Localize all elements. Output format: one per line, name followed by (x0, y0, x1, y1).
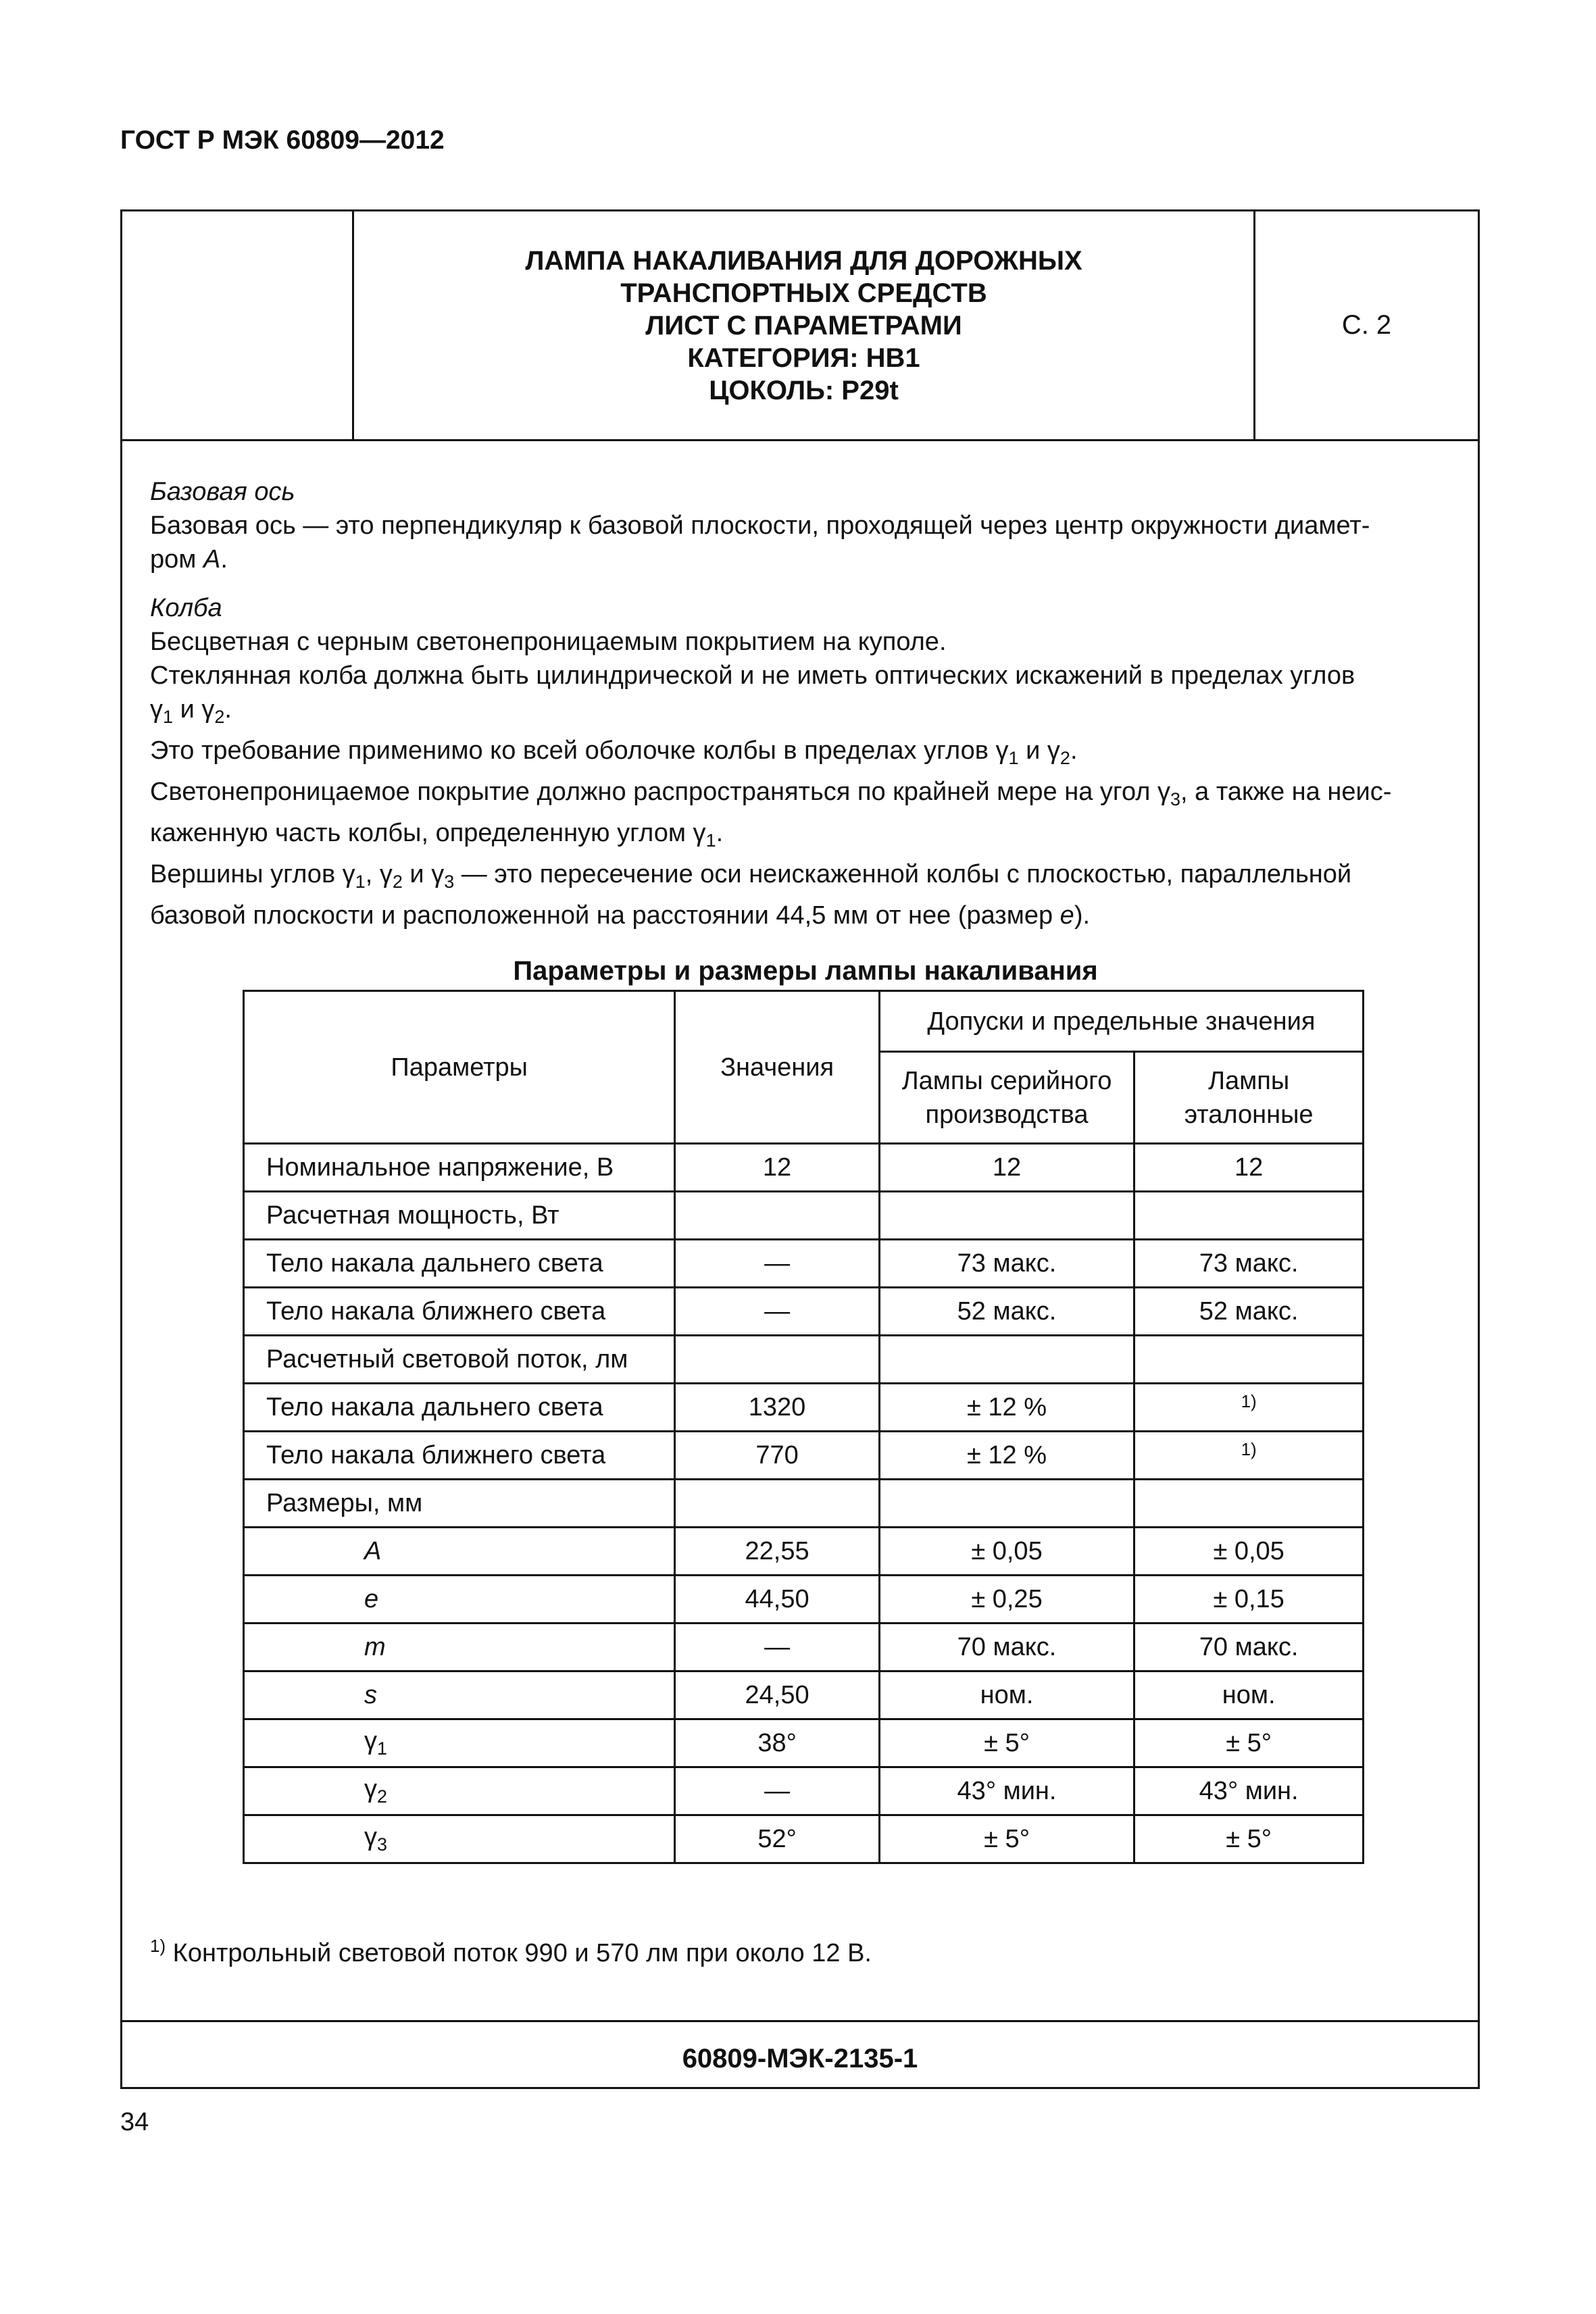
table-row (244, 1528, 1364, 1576)
cell-reference: ± 0,05 (1134, 1528, 1364, 1576)
body-text (150, 475, 1461, 1005)
axis-text-line: Базовая ось — это перпендикуляр к базовой плоскости, проходящей через центр окружности диамет- (150, 511, 1370, 540)
document-code: ГОСТ Р МЭК 60809—2012 (120, 126, 445, 155)
table-row (244, 1432, 1364, 1480)
cell-parameter: Тело накала дальнего света (244, 1384, 675, 1432)
table-row (244, 1767, 1364, 1815)
axis-text-line: ром A. (150, 545, 228, 574)
bulb-text-line: базовой плоскости и расположенной на расстоянии 44,5 мм от нее (размер e). (150, 901, 1091, 930)
cell-value: 38° (675, 1719, 879, 1767)
table-row (244, 1719, 1364, 1767)
header-left-cell (122, 211, 354, 439)
cell-value: 44,50 (675, 1576, 879, 1624)
table-row (244, 1192, 1364, 1240)
table-row (244, 1336, 1364, 1384)
bulb-text-line: Бесцветная с черным светонепроницаемым покрытием на куполе. (150, 628, 947, 656)
cell-serial (879, 1480, 1134, 1528)
cell-serial (879, 1192, 1134, 1240)
header-title-line: КАТЕГОРИЯ: HB1 (687, 343, 920, 373)
bulb-text-line: Это требование применимо ко всей оболочке колбы в пределах углов $\gamma_1$ и $\gamma_2$. (150, 736, 1078, 768)
table-row (244, 1288, 1364, 1336)
header-tolerances: Допуски и предельные значения (879, 991, 1363, 1052)
cell-serial: ± 0,25 (879, 1576, 1134, 1624)
bulb-text-line: Светонепроницаемое покрытие должно распространяться по крайней мере на угол $\gamma_3$, а также на неис- (150, 778, 1392, 809)
header-serial: Лампы серийного производства (879, 1052, 1134, 1144)
cell-parameter: m (244, 1624, 675, 1671)
header-title-line: ЛИСТ С ПАРАМЕТРАМИ (645, 310, 962, 341)
bulb-text-line: $\gamma_1$ и $\gamma_2$. (150, 695, 232, 727)
cell-value: — (675, 1767, 879, 1815)
header-title-line: ЛАМПА НАКАЛИВАНИЯ ДЛЯ ДОРОЖНЫХ (525, 245, 1082, 276)
cell-reference (1134, 1480, 1364, 1528)
cell-serial: 43° мин. (879, 1767, 1134, 1815)
cell-parameter: $\gamma_3$ (244, 1815, 675, 1863)
cell-parameter: Номинальное напряжение, В (244, 1144, 675, 1192)
cell-value: — (675, 1240, 879, 1288)
header-title-line: ТРАНСПОРТНЫХ СРЕДСТВ (620, 278, 987, 308)
cell-parameter: Тело накала дальнего света (244, 1240, 675, 1288)
cell-value: 12 (675, 1144, 879, 1192)
header-values: Значения (675, 991, 879, 1144)
cell-value (675, 1192, 879, 1240)
cell-parameter: $\gamma_1$ (244, 1719, 675, 1767)
cell-reference: 43° мин. (1134, 1767, 1364, 1815)
table-row (244, 1240, 1364, 1288)
parameters-table (243, 990, 1364, 1864)
cell-reference: ± 5° (1134, 1719, 1364, 1767)
footer-code: 60809-МЭК-2135-1 (682, 2044, 918, 2073)
header-title (354, 211, 1253, 439)
cell-serial: 73 макс. (879, 1240, 1134, 1288)
table-caption: Параметры и размеры лампы накаливания (513, 956, 1098, 986)
footer-divider (122, 2020, 1478, 2022)
cell-value: 770 (675, 1432, 879, 1480)
footnote: $^{1)}$ Контрольный световой поток 990 и 570 лм при около 12 В. (150, 1936, 872, 1967)
cell-serial: 70 макс. (879, 1624, 1134, 1671)
cell-reference: 70 макс. (1134, 1624, 1364, 1671)
table-row (244, 1624, 1364, 1671)
cell-parameter: Тело накала ближнего света (244, 1432, 675, 1480)
cell-serial: 52 макс. (879, 1288, 1134, 1336)
cell-parameter: Тело накала ближнего света (244, 1288, 675, 1336)
header-reference: Лампы эталонные (1134, 1052, 1364, 1144)
sheet-frame (120, 209, 1480, 2089)
table-row (244, 1384, 1364, 1432)
table-row (244, 1480, 1364, 1528)
cell-parameter: e (244, 1576, 675, 1624)
bulb-text-line: Стеклянная колба должна быть цилиндрической и не иметь оптических искажений в пределах углов (150, 661, 1355, 690)
cell-reference (1134, 1336, 1364, 1384)
cell-reference: 12 (1134, 1144, 1364, 1192)
cell-reference: ± 0,15 (1134, 1576, 1364, 1624)
table-row (244, 1815, 1364, 1863)
bulb-text-line: каженную часть колбы, определенную углом $\gamma_1$. (150, 819, 724, 851)
cell-serial: ± 12 % (879, 1432, 1134, 1480)
cell-serial: ном. (879, 1671, 1134, 1719)
cell-value: — (675, 1624, 879, 1671)
cell-reference: 73 макс. (1134, 1240, 1364, 1288)
cell-parameter: A (244, 1528, 675, 1576)
cell-serial: ± 5° (879, 1719, 1134, 1767)
cell-serial: 12 (879, 1144, 1134, 1192)
cell-value: 1320 (675, 1384, 879, 1432)
cell-value: — (675, 1288, 879, 1336)
table-row (244, 1576, 1364, 1624)
cell-serial (879, 1336, 1134, 1384)
table-row (244, 1671, 1364, 1719)
cell-serial: ± 5° (879, 1815, 1134, 1863)
table-row (244, 1144, 1364, 1192)
header-parameters: Параметры (244, 991, 675, 1144)
cell-reference: ном. (1134, 1671, 1364, 1719)
cell-reference: 52 макс. (1134, 1288, 1364, 1336)
cell-reference: 1) (1134, 1384, 1364, 1432)
sheet-number: С. 2 (1253, 211, 1478, 439)
cell-parameter: Расчетная мощность, Вт (244, 1192, 675, 1240)
bulb-heading: Колба (150, 594, 222, 622)
cell-reference: 1) (1134, 1432, 1364, 1480)
cell-value (675, 1480, 879, 1528)
cell-parameter: $\gamma_2$ (244, 1767, 675, 1815)
cell-serial: ± 0,05 (879, 1528, 1134, 1576)
header-title-line: ЦОКОЛЬ: P29t (709, 375, 899, 405)
cell-value: 52° (675, 1815, 879, 1863)
sheet-header (122, 211, 1478, 441)
cell-value: 22,55 (675, 1528, 879, 1576)
cell-parameter: s (244, 1671, 675, 1719)
cell-value: 24,50 (675, 1671, 879, 1719)
cell-value (675, 1336, 879, 1384)
bulb-text-line: Вершины углов $\gamma_1$, $\gamma_2$ и $\gamma_3$ — это пересечение оси неискаженной колбы с плоскостью, параллельной (150, 860, 1352, 892)
page-number: 34 (120, 2108, 149, 2136)
cell-serial: ± 12 % (879, 1384, 1134, 1432)
cell-parameter: Расчетный световой поток, лм (244, 1336, 675, 1384)
axis-heading: Базовая ось (150, 478, 295, 506)
cell-parameter: Размеры, мм (244, 1480, 675, 1528)
cell-reference (1134, 1192, 1364, 1240)
cell-reference: ± 5° (1134, 1815, 1364, 1863)
